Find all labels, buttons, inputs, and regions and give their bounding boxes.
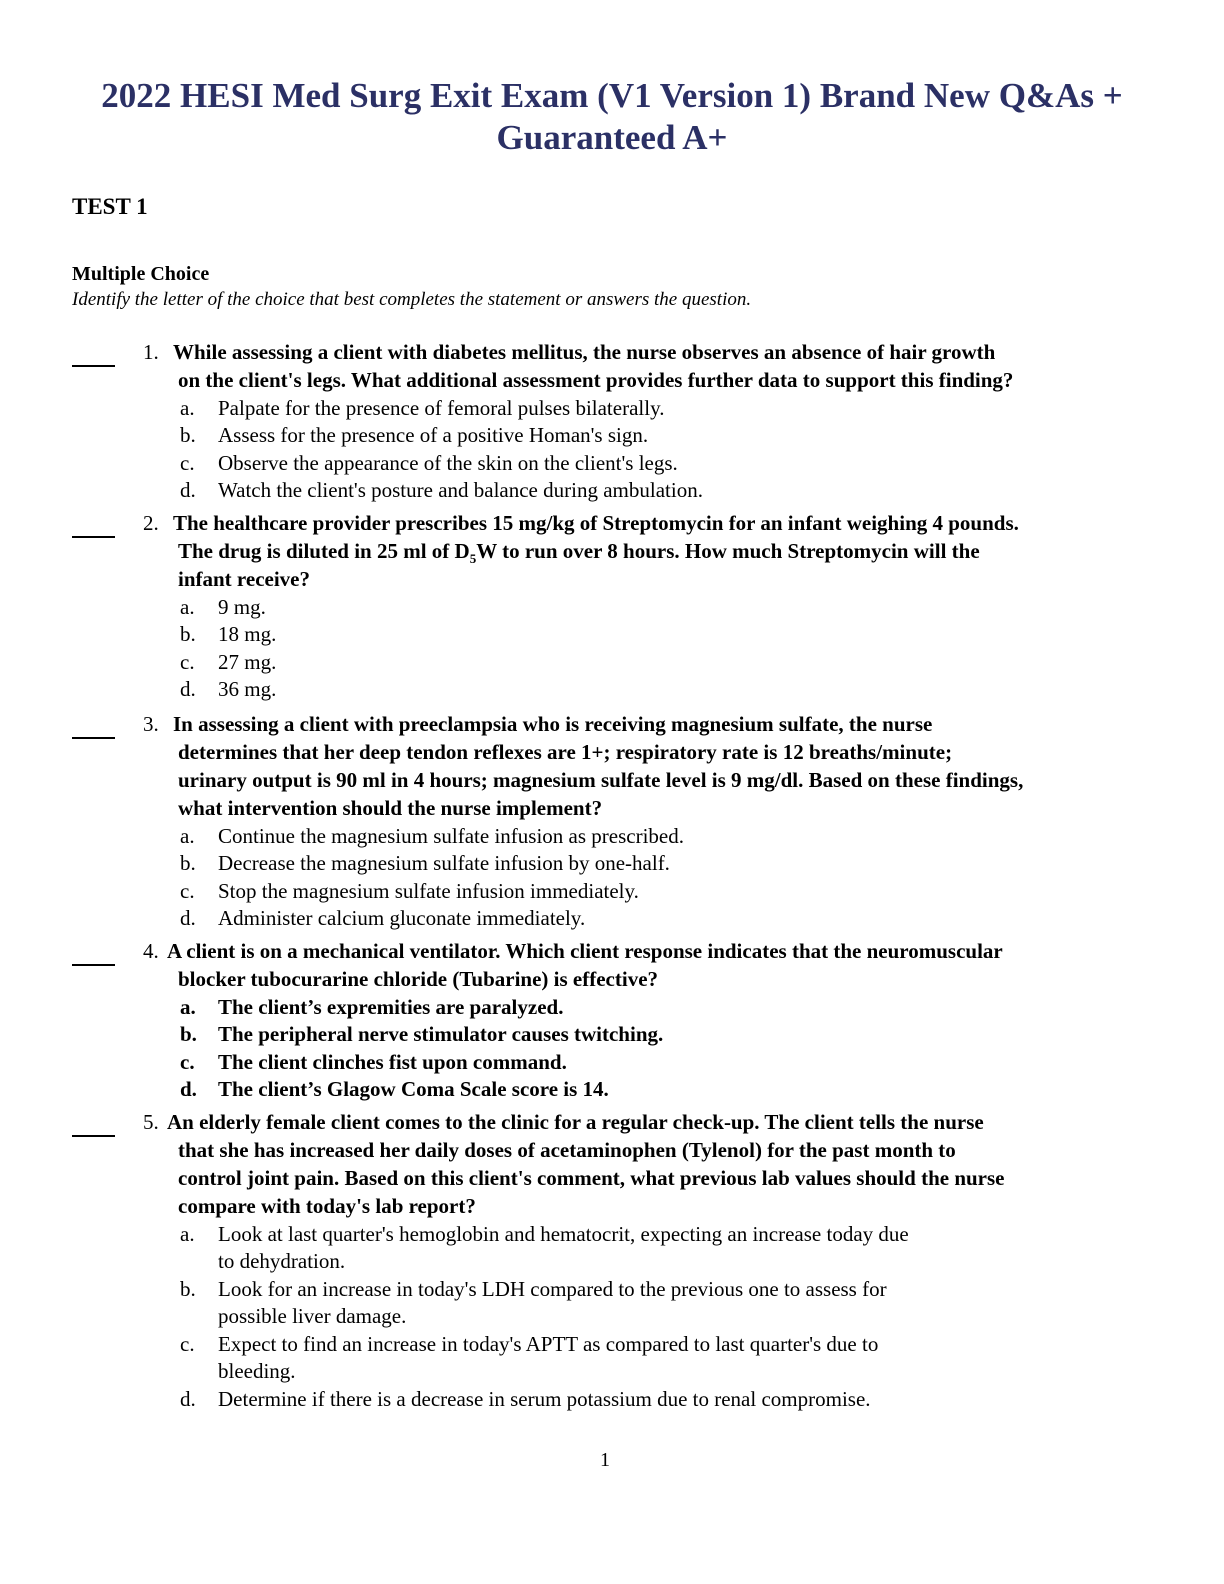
option-letter: b. xyxy=(180,851,196,875)
option-text: Decrease the magnesium sulfate infusion by one-half. xyxy=(218,851,670,875)
section-heading: Multiple Choice xyxy=(72,263,210,285)
question-stem-line: The healthcare provider prescribes 15 mg/kg of Streptomycin for an infant weighing 4 pounds. xyxy=(173,511,1019,535)
question-stem-line: While assessing a client with diabetes mellitus, the nurse observes an absence of hair growth xyxy=(173,340,996,364)
option-letter: d. xyxy=(180,677,196,701)
option-text: Stop the magnesium sulfate infusion immediately. xyxy=(218,878,639,903)
option-text: Palpate for the presence of femoral pulses bilaterally. xyxy=(218,395,665,420)
option-letter: a. xyxy=(180,594,195,619)
question-stem-line: compare with today's lab report? xyxy=(178,1194,476,1218)
option-letter: b. xyxy=(180,423,196,447)
answer-blank[interactable] xyxy=(72,1135,115,1137)
answer-blank[interactable] xyxy=(72,536,115,538)
option-text: 27 mg. xyxy=(218,649,277,674)
option-letter: a. xyxy=(180,1221,195,1246)
option-text: Continue the magnesium sulfate infusion as prescribed. xyxy=(218,823,684,848)
option-letter: a. xyxy=(180,823,195,848)
option-letter: c. xyxy=(180,1049,195,1074)
option-text: Look at last quarter's hemoglobin and hematocrit, expecting an increase today due xyxy=(218,1221,909,1246)
question-stem-line: determines that her deep tendon reflexes are 1+; respiratory rate is 12 breaths/minute; xyxy=(178,740,953,764)
question-number: 4. xyxy=(143,939,159,963)
option-letter: c. xyxy=(180,1331,195,1356)
option-letter: c. xyxy=(180,450,195,475)
document-title-line-1: 2022 HESI Med Surg Exit Exam (V1 Version 1) Brand New Q&As + xyxy=(101,76,1123,115)
option-letter: c. xyxy=(180,878,195,903)
question-stem-line: A client is on a mechanical ventilator. Which client response indicates that the neuromuscular xyxy=(167,939,1003,963)
question-stem-line: control joint pain. Based on this client's comment, what previous lab values should the nurse xyxy=(178,1166,1005,1190)
option-text: 36 mg. xyxy=(218,677,277,701)
option-text: 9 mg. xyxy=(218,594,266,619)
question-number: 3. xyxy=(143,712,159,736)
option-letter: b. xyxy=(180,622,196,646)
page-number: 1 xyxy=(600,1449,610,1471)
test-label: TEST 1 xyxy=(72,194,148,219)
answer-blank[interactable] xyxy=(72,365,115,367)
option-text: The peripheral nerve stimulator causes twitching. xyxy=(218,1022,664,1046)
question-stem-line: infant receive? xyxy=(178,567,310,591)
option-text: The client clinches fist upon command. xyxy=(218,1049,567,1074)
option-letter: d. xyxy=(180,906,196,930)
option-letter: c. xyxy=(180,649,195,674)
document-title-line-2: Guaranteed A+ xyxy=(496,118,728,157)
option-letter: a. xyxy=(180,994,196,1019)
question-stem-line: that she has increased her daily doses of acetaminophen (Tylenol) for the past month to xyxy=(178,1138,956,1162)
question-stem-line: An elderly female client comes to the clinic for a regular check-up. The client tells the nurse xyxy=(167,1110,984,1134)
question-number: 1. xyxy=(143,340,159,364)
option-text: Look for an increase in today's LDH compared to the previous one to assess for xyxy=(218,1276,887,1301)
option-text: Observe the appearance of the skin on the client's legs. xyxy=(218,450,678,475)
option-text: 18 mg. xyxy=(218,622,277,646)
question-stem-line: In assessing a client with preeclampsia who is receiving magnesium sulfate, the nurse xyxy=(173,712,933,736)
answer-blank[interactable] xyxy=(72,737,115,739)
option-text: The client’s expremities are paralyzed. xyxy=(218,994,564,1019)
option-letter: d. xyxy=(180,478,196,502)
stem-text-segment: W to run over 8 hours. How much Streptomycin will the xyxy=(476,539,980,563)
stem-text-segment: 5 xyxy=(469,551,477,567)
question-stem-line: urinary output is 90 ml in 4 hours; magnesium sulfate level is 9 mg/dl. Based on these findings, xyxy=(178,768,1024,792)
instructions: Identify the letter of the choice that best completes the statement or answers the question. xyxy=(72,289,752,310)
option-text: to dehydration. xyxy=(218,1249,346,1273)
question-stem-line: what intervention should the nurse implement? xyxy=(178,796,603,820)
question-stem-line: blocker tubocurarine chloride (Tubarine) is effective? xyxy=(178,967,659,991)
option-letter: d. xyxy=(180,1386,196,1411)
option-text: bleeding. xyxy=(218,1359,296,1383)
option-text: Administer calcium gluconate immediately. xyxy=(218,906,586,930)
stem-text-segment: The drug is diluted in 25 ml of D xyxy=(178,539,470,563)
question-number: 2. xyxy=(143,511,159,535)
option-text: Assess for the presence of a positive Homan's sign. xyxy=(218,423,649,447)
option-text: The client’s Glagow Coma Scale score is 14. xyxy=(218,1077,609,1101)
option-letter: d. xyxy=(180,1077,197,1101)
option-text: Expect to find an increase in today's APTT as compared to last quarter's due to xyxy=(218,1331,879,1356)
option-text: possible liver damage. xyxy=(218,1304,407,1328)
option-letter: b. xyxy=(180,1022,197,1046)
option-letter: b. xyxy=(180,1276,196,1301)
option-letter: a. xyxy=(180,395,195,420)
question-number: 5. xyxy=(143,1110,159,1134)
option-text: Determine if there is a decrease in serum potassium due to renal compromise. xyxy=(218,1386,871,1411)
option-text: Watch the client's posture and balance during ambulation. xyxy=(218,478,703,502)
question-stem-line: on the client's legs. What additional assessment provides further data to support this finding? xyxy=(178,368,1014,392)
answer-blank[interactable] xyxy=(72,964,115,966)
